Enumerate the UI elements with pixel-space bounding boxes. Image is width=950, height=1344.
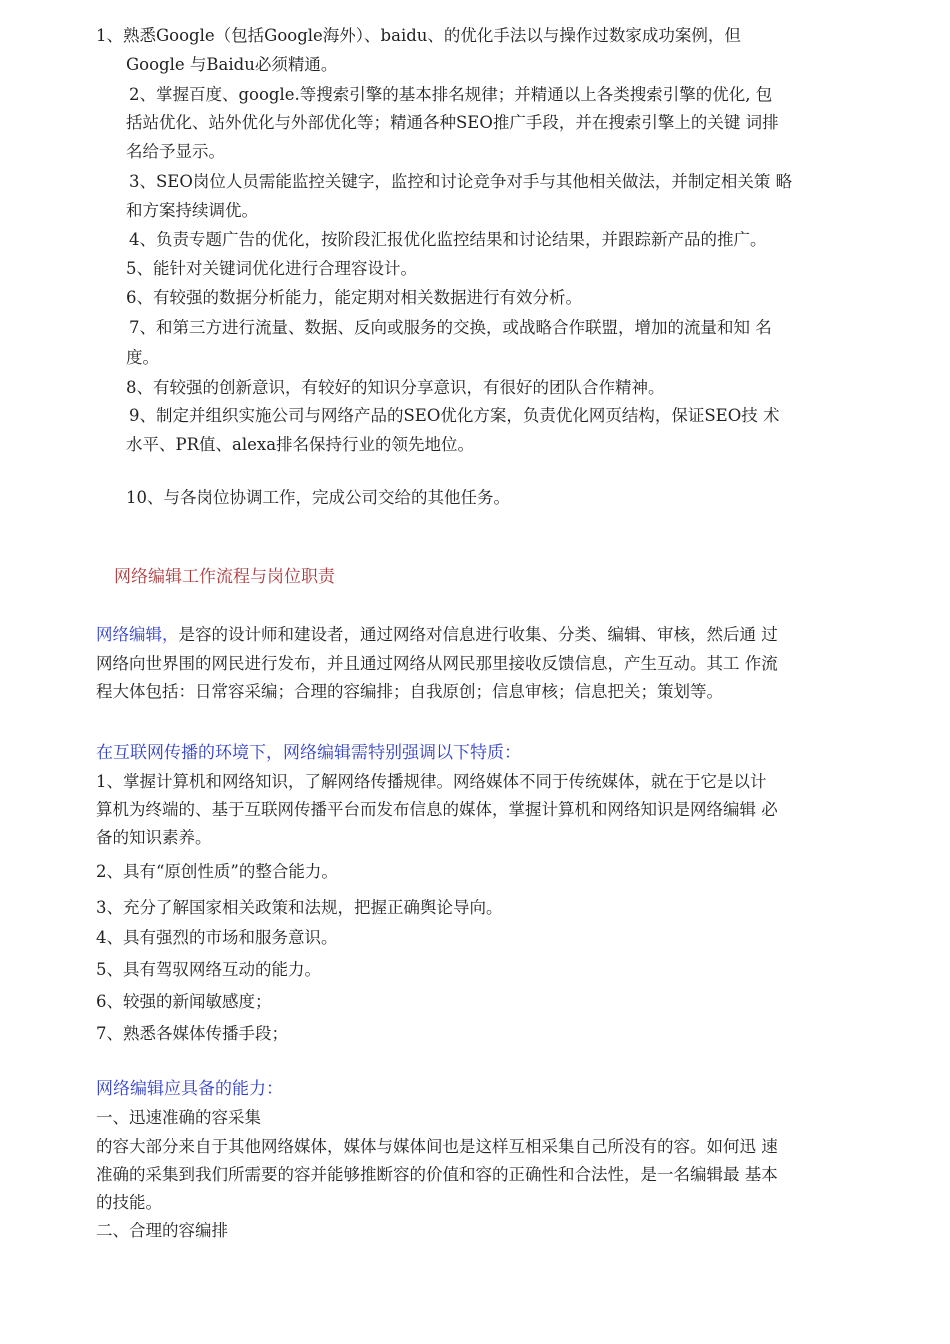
quality-2: 2、具有“原创性质”的整合能力。 — [96, 862, 338, 881]
seo-item-7-line-2: 度。 — [126, 348, 159, 367]
seo-item-10: 10、与各岗位协调工作，完成公司交给的其他任务。 — [126, 488, 510, 507]
seo-item-2-line-3: 名给予显示。 — [126, 142, 225, 161]
ability-2-title: 二、合理的容编排 — [96, 1221, 228, 1240]
seo-item-3-line-2: 和方案持续调优。 — [126, 201, 258, 220]
qualities-heading: 在互联网传播的环境下，网络编辑需特别强调以下特质： — [96, 743, 521, 763]
quality-6: 6、较强的新闻敏感度； — [96, 992, 272, 1011]
editor-intro-text: 是容的设计师和建设者，通过网络对信息进行收集、分类、编辑、审核，然后通 过 — [178, 625, 778, 644]
seo-item-8: 8、有较强的创新意识，有较好的知识分享意识，有很好的团队合作精神。 — [126, 378, 665, 397]
editor-intro-line-1 — [96, 624, 778, 646]
quality-5: 5、具有驾驭网络互动的能力。 — [96, 960, 321, 979]
seo-item-7-line-1: 7、和第三方进行流量、数据、反向或服务的交换，或战略合作联盟，增加的流量和知 名 — [129, 318, 772, 337]
quality-1-line-1: 1、掌握计算机和网络知识，了解网络传播规律。网络媒体不同于传统媒体，就在于它是以计 — [96, 772, 767, 791]
seo-item-2-line-1: 2、掌握百度、google.等搜索引擎的基本排名规律；并精通以上各类搜索引擎的优化, 包 — [129, 85, 773, 104]
quality-1-line-3: 备的知识素养。 — [96, 828, 212, 847]
quality-3: 3、充分了解国家相关政策和法规，把握正确舆论导向。 — [96, 898, 503, 917]
quality-1-line-2: 算机为终端的、基于互联网传播平台而发布信息的媒体，掌握计算机和网络知识是网络编辑 必 — [96, 800, 778, 819]
section-title-network-editor: 网络编辑工作流程与岗位职责 — [114, 567, 335, 587]
ability-1-line-2: 准确的采集到我们所需要的容并能够推断容的价值和容的正确性和合法性，是一名编辑最 基本 — [96, 1165, 778, 1184]
ability-1-line-3: 的技能。 — [96, 1193, 162, 1212]
editor-intro-term: 网络编辑， — [96, 625, 179, 644]
seo-item-5: 5、能针对关键词优化进行合理容设计。 — [126, 259, 417, 278]
seo-item-9-line-2: 水平、PR值、alexa排名保持行业的领先地位。 — [126, 435, 475, 454]
seo-item-1-line-2: Google 与Baidu必须精通。 — [126, 55, 338, 74]
quality-4: 4、具有强烈的市场和服务意识。 — [96, 928, 338, 947]
quality-7: 7、熟悉各媒体传播手段； — [96, 1024, 288, 1043]
ability-1-line-1: 的容大部分来自于其他网络媒体，媒体与媒体间也是这样互相采集自己所没有的容。如何迅 速 — [96, 1137, 778, 1156]
abilities-heading: 网络编辑应具备的能力： — [96, 1079, 283, 1099]
seo-item-3-line-1: 3、SEO岗位人员需能监控关键字，监控和讨论竞争对手与其他相关做法，并制定相关策 略 — [129, 172, 793, 191]
seo-item-1-line-1: 1、熟悉Google（包括Google海外）、baidu、的优化手法以与操作过数家成功案例，但 — [96, 26, 741, 45]
seo-item-9-line-1: 9、制定并组织实施公司与网络产品的SEO优化方案，负责优化网页结构，保证SEO技 术 — [129, 406, 780, 425]
seo-item-2-line-2: 括站优化、站外优化与外部优化等；精通各种SEO推广手段，并在搜索引擎上的关键 词排 — [126, 113, 779, 132]
seo-item-6: 6、有较强的数据分析能力，能定期对相关数据进行有效分析。 — [126, 288, 582, 307]
editor-intro-line-2: 网络向世界围的网民进行发布，并且通过网络从网民那里接收反馈信息，产生互动。其工 作流 — [96, 654, 778, 673]
seo-item-4: 4、负责专题广告的优化，按阶段汇报优化监控结果和讨论结果，并跟踪新产品的推广。 — [129, 230, 767, 249]
ability-1-title: 一、迅速准确的容采集 — [96, 1108, 261, 1127]
editor-intro-line-3: 程大体包括：日常容采编；合理的容编排；自我原创；信息审核；信息把关；策划等。 — [96, 682, 723, 701]
